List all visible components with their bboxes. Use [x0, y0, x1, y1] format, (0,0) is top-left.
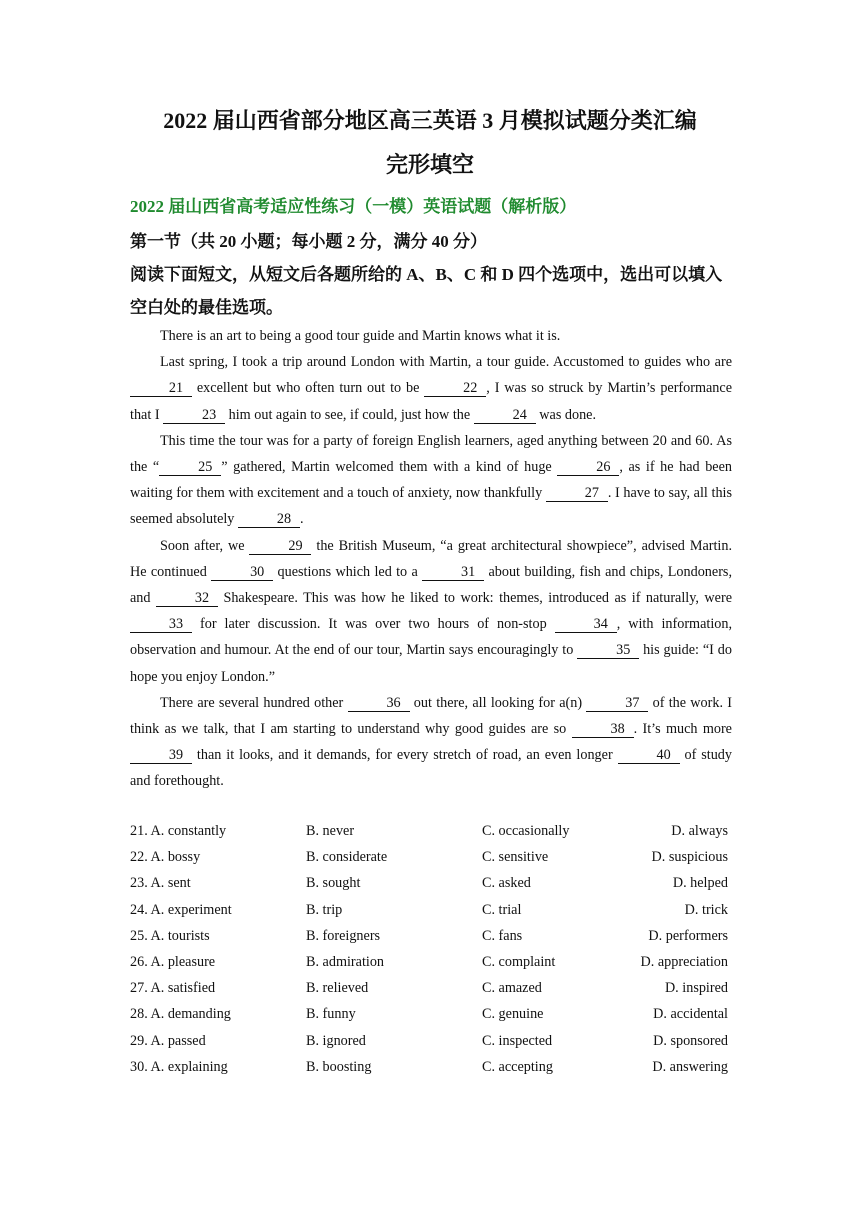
- blank-22: 22: [424, 380, 486, 397]
- option-c: C. complaint: [482, 953, 556, 970]
- question-row: [130, 899, 732, 925]
- option-d: D. answering: [652, 1058, 728, 1075]
- blank-27: 27: [546, 485, 608, 502]
- option-d: D. inspired: [664, 980, 728, 997]
- blank-40: 40: [618, 747, 680, 764]
- document-title: 2022 届山西省部分地区高三英语 3 月模拟试题分类汇编: [163, 108, 697, 133]
- option-b: B. sought: [306, 875, 361, 892]
- question-row: [130, 925, 732, 951]
- option-c: C. occasionally: [482, 823, 570, 839]
- option-c: C. genuine: [482, 1006, 544, 1023]
- option-c: C. inspected: [482, 1032, 553, 1049]
- option-c: C. accepting: [482, 1058, 553, 1075]
- option-d: D. sponsored: [653, 1032, 728, 1049]
- option-a: 22. A. bossy: [130, 849, 201, 866]
- option-a: 23. A. sent: [130, 875, 191, 892]
- option-d: D. performers: [648, 927, 728, 944]
- option-d: D. helped: [672, 875, 728, 892]
- blank-33: 33: [130, 616, 192, 633]
- blank-23: 23: [163, 407, 225, 424]
- option-c: C. sensitive: [482, 849, 549, 866]
- option-b: B. trip: [306, 901, 343, 918]
- option-a: 21. A. constantly: [130, 823, 227, 839]
- blank-37: 37: [586, 695, 648, 712]
- blank-24: 24: [474, 407, 536, 424]
- question-row: [130, 951, 732, 977]
- section-title: 第一节（共 20 小题；每小题 2 分，满分 40 分）: [130, 232, 487, 251]
- passage-paragraph-4: Soon after, we 29 the British Museum, “a great architectural showpiece”, advised Martin. He continued 30 questions which led to a 31 about building, fish and chips, Londoners, and 32 Shakespeare. This was how he liked to work: themes, introduced as if naturally, were 33 for later discussion. It was over two hours of non-stop 34 , with information, observation and humour. At the end of our tour, Martin says encouragingly to 35 his guide: “I do hope you enjoy London.”: [130, 537, 732, 685]
- option-d: D. suspicious: [651, 849, 728, 866]
- question-row: [130, 872, 732, 898]
- blank-31: 31: [422, 564, 484, 581]
- blank-21: 21: [130, 380, 192, 397]
- blank-34: 34: [555, 616, 617, 633]
- option-b: B. boosting: [306, 1058, 372, 1075]
- blank-30: 30: [211, 564, 273, 581]
- option-a: 27. A. satisfied: [130, 980, 216, 997]
- option-a: 25. A. tourists: [130, 927, 210, 944]
- option-c: C. trial: [482, 901, 522, 918]
- document-subtitle: 完形填空: [385, 152, 474, 177]
- option-d: D. accidental: [653, 1006, 728, 1023]
- blank-25: 25: [159, 459, 221, 476]
- option-a: 30. A. explaining: [130, 1058, 228, 1075]
- blank-35: 35: [577, 642, 639, 659]
- option-b: B. ignored: [306, 1032, 366, 1049]
- option-d: D. appreciation: [640, 953, 728, 970]
- option-c: C. amazed: [482, 980, 542, 997]
- option-b: B. never: [306, 823, 355, 839]
- blank-38: 38: [572, 721, 634, 738]
- blank-36: 36: [348, 695, 410, 712]
- option-a: 24. A. experiment: [130, 901, 232, 918]
- question-row: [130, 846, 732, 872]
- blank-28: 28: [238, 511, 300, 528]
- passage-paragraph-3: This time the tour was for a party of foreign English learners, aged anything between 20 and 60. As the “ 25 ” gathered, Martin welcomed them with a kind of huge 26 , as if he had been waiting for them with excitement and a touch of anxiety, now thankfully 27 . I have to say, all this seemed absolutely 28 .: [130, 432, 732, 528]
- option-b: B. admiration: [306, 953, 385, 970]
- option-a: 29. A. passed: [130, 1032, 206, 1049]
- source-title: 2022 届山西省高考适应性练习（一模）英语试题（解析版）: [130, 197, 577, 216]
- option-b: B. relieved: [306, 980, 369, 997]
- question-row: [130, 1030, 732, 1056]
- passage-paragraph-5: There are several hundred other 36 out there, all looking for a(n) 37 of the work. I think as we talk, that I am starting to understand why good guides are so 38 . It’s much more 39 than it looks, and it demands, for every stretch of road, an even longer 40 of study and forethought.: [130, 694, 732, 790]
- option-a: 26. A. pleasure: [130, 953, 216, 970]
- option-c: C. asked: [482, 875, 531, 892]
- option-b: B. foreigners: [306, 927, 381, 944]
- option-c: C. fans: [482, 927, 523, 944]
- passage-paragraph-1: There is an art to being a good tour guide and Martin knows what it is.: [160, 328, 561, 344]
- option-b: B. considerate: [306, 849, 388, 866]
- instructions: 阅读下面短文，从短文后各题所给的 A、B、C 和 D 四个选项中，选出可以填入空白处的最佳选项。: [130, 265, 723, 317]
- blank-39: 39: [130, 747, 192, 764]
- blank-29: 29: [249, 538, 311, 555]
- blank-32: 32: [156, 590, 218, 607]
- question-row: [130, 977, 732, 1003]
- passage-paragraph-2: Last spring, I took a trip around London with Martin, a tour guide. Accustomed to guides who are 21 excellent but who often turn out to be 22 , I was so struck by Martin’s performance that I 23 him out again to see, if could, just how the 24 was done.: [130, 354, 732, 423]
- answer-options: [130, 820, 732, 1082]
- option-d: D. trick: [684, 901, 728, 918]
- option-a: 28. A. demanding: [130, 1006, 231, 1023]
- question-row: [130, 1056, 732, 1082]
- cloze-passage: [130, 323, 732, 795]
- option-d: D. always: [671, 823, 728, 839]
- blank-26: 26: [557, 459, 619, 476]
- question-row: [130, 1003, 732, 1029]
- question-row: [130, 820, 732, 846]
- option-b: B. funny: [306, 1006, 356, 1023]
